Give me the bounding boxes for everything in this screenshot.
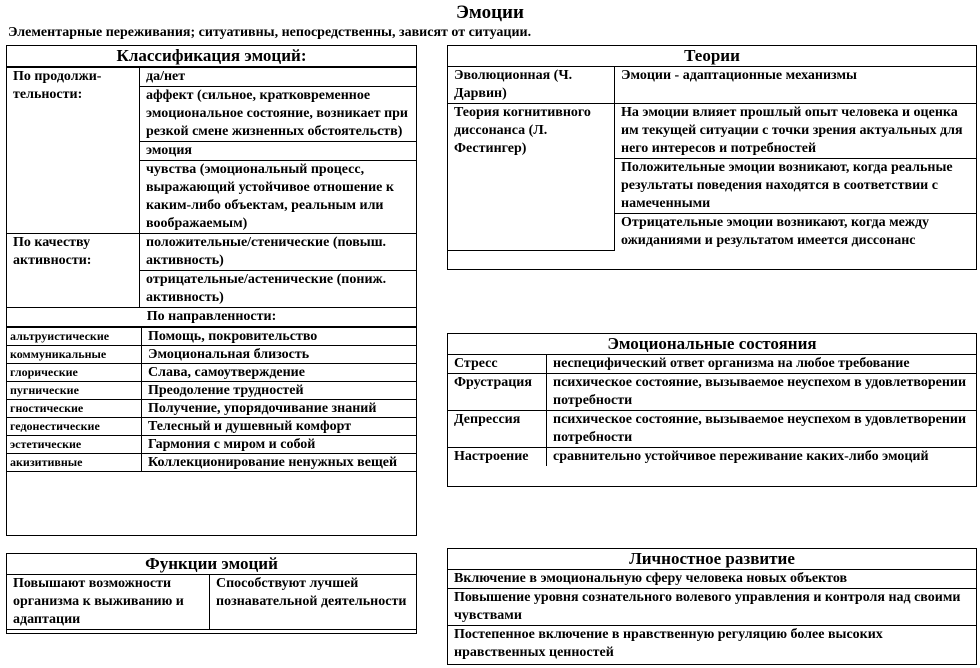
functions-header: Функции эмоций (7, 554, 416, 575)
theory-desc: Положительные эмоции возникают, когда реальные результаты поведения находятся в соответствии с намеченными (615, 159, 977, 214)
development-item: Постепенное включение в нравственную регуляцию более высоких нравственных ценностей (448, 626, 976, 663)
direction-header: По направленности: (7, 308, 416, 327)
function-item: Способствуют лучшей познавательной деятельности (210, 575, 417, 630)
direction-desc: Гармония с миром и собой (142, 436, 417, 454)
development-box (447, 548, 977, 665)
states-table (448, 355, 976, 466)
function-item: Повышают возможности организма к выживанию и адаптации (7, 575, 210, 630)
theory-desc: На эмоции влияет прошлый опыт человека и оценка им текущей ситуации с точки зрения актуальных для него интересов и потребностей (615, 104, 977, 159)
direction-desc: Слава, самоутверждение (142, 364, 417, 382)
duration-item: да/нет (140, 68, 417, 87)
direction-type: гностические (7, 400, 142, 418)
direction-type: альтруистические (7, 328, 142, 346)
state-name: Настроение (448, 448, 547, 467)
duration-label: По продолжи-тельности: (7, 68, 140, 234)
state-desc: психическое состояние, вызываемое неуспехом в удовлетворении потребности (547, 374, 977, 411)
theory-desc: Отрицательные эмоции возникают, когда между ожиданиями и результатом имеется диссонанс (615, 214, 977, 251)
state-desc: психическое состояние, вызываемое неуспехом в удовлетворении потребности (547, 411, 977, 448)
development-item: Повышение уровня сознательного волевого управления и контроля над своими чувствами (448, 589, 976, 626)
functions-box (6, 553, 417, 634)
development-item: Включение в эмоциональную сферу человека новых объектов (448, 570, 976, 589)
direction-type: гедонестические (7, 418, 142, 436)
page-subtitle: Элементарные переживания; ситуативны, непосредственны, зависят от ситуации. (8, 25, 532, 40)
duration-item: эмоция (140, 142, 417, 161)
state-desc: сравнительно устойчивое переживание каких-либо эмоций (547, 448, 977, 467)
theory-desc: Эмоции - адаптационные механизмы (615, 67, 977, 104)
direction-desc: Коллекционирование ненужных вещей (142, 454, 417, 472)
state-desc: неспецифический ответ организма на любое требование (547, 355, 977, 374)
state-name: Депрессия (448, 411, 547, 448)
theory-name: Теория когнитивного диссонанса (Л. Фестингер) (448, 104, 615, 251)
duration-item: аффект (сильное, кратковременное эмоциональное состояние, возникает при резкой смене жизненных обстоятельств) (140, 87, 417, 142)
direction-table (7, 327, 416, 472)
duration-item: чувства (эмоциональный процесс, выражающий устойчивое отношение к каким-либо объектам, реальным или воображаемым) (140, 161, 417, 234)
direction-desc: Преодоление трудностей (142, 382, 417, 400)
state-name: Стресс (448, 355, 547, 374)
direction-desc: Получение, упорядочивание знаний (142, 400, 417, 418)
page-title: Эмоции (456, 2, 524, 23)
direction-type: пугнические (7, 382, 142, 400)
theories-table (448, 67, 976, 251)
states-header: Эмоциональные состояния (448, 334, 976, 355)
states-box (447, 333, 977, 487)
classification-box (6, 45, 417, 536)
activity-item: положительные/стенические (повыш. активность) (140, 234, 417, 271)
direction-type: эстетические (7, 436, 142, 454)
direction-type: глорические (7, 364, 142, 382)
duration-table (7, 67, 416, 327)
theory-name: Эволюционная (Ч. Дарвин) (448, 67, 615, 104)
classification-header: Классификация эмоций: (7, 46, 416, 67)
state-name: Фрустрация (448, 374, 547, 411)
theories-header: Теории (448, 46, 976, 67)
direction-type: коммуникальные (7, 346, 142, 364)
direction-desc: Помощь, покровительство (142, 328, 417, 346)
direction-desc: Эмоциональная близость (142, 346, 417, 364)
theories-box (447, 45, 977, 270)
activity-label: По качеству активности: (7, 234, 140, 308)
development-table (448, 570, 976, 662)
direction-desc: Телесный и душевный комфорт (142, 418, 417, 436)
direction-type: акизитивные (7, 454, 142, 472)
development-header: Личностное развитие (448, 549, 976, 570)
activity-item: отрицательные/астенические (пониж. активность) (140, 271, 417, 308)
functions-table (7, 575, 416, 630)
